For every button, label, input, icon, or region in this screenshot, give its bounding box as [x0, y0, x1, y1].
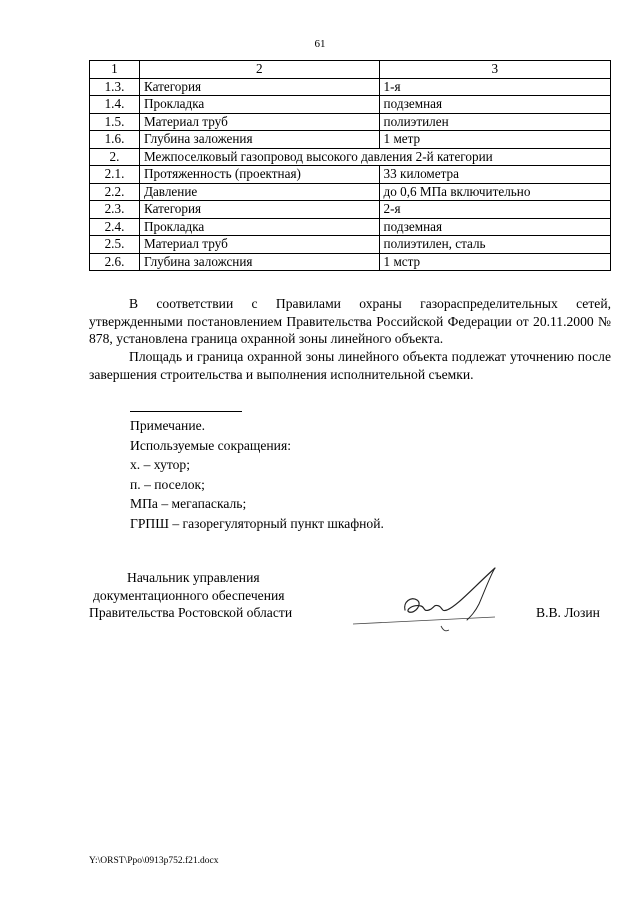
abbreviation-item: х. – хутор; [130, 457, 190, 472]
notes-title: Примечание. [130, 418, 206, 433]
parameter-value-cell: до 0,6 МПа включительно [379, 183, 610, 201]
table-header-cell: 2 [139, 61, 379, 79]
table-row [90, 253, 611, 271]
row-number-cell: 2.4. [90, 218, 140, 236]
table-row [90, 183, 611, 201]
row-number-cell: 1.4. [90, 96, 140, 114]
parameter-name-cell: Материал труб [139, 113, 379, 131]
footnote-divider [130, 411, 242, 412]
parameter-value-cell: 1 мстр [379, 253, 610, 271]
row-number-cell: 2.6. [90, 253, 140, 271]
parameter-name-cell: Прокладка [139, 96, 379, 114]
paragraph-zone-clarification: Площадь и граница охранной зоны линейного объекта подлежат уточнению после завершения строительства и выполнения исполнительной съемки. [89, 349, 611, 382]
signer-position-line: документационного обеспечения [93, 587, 285, 603]
signer-position-line: Правительства Ростовской области [89, 605, 293, 620]
table-header-cell: 3 [379, 61, 610, 79]
parameter-value-cell: подземная [379, 96, 610, 114]
section-title-cell: Межпоселковый газопровод высокого давления 2-й категории [139, 148, 610, 166]
notes-subtitle: Используемые сокращения: [130, 437, 291, 453]
table-row [90, 166, 611, 184]
parameter-name-cell: Глубина заложсния [139, 253, 379, 271]
row-number-cell: 2.5. [90, 236, 140, 254]
row-number-cell: 2. [90, 148, 140, 166]
parameter-value-cell: полиэтилен, сталь [379, 236, 610, 254]
parameter-name-cell: Протяженность (проектная) [139, 166, 379, 184]
parameter-name-cell: Глубина заложения [139, 131, 379, 149]
row-number-cell: 2.3. [90, 201, 140, 219]
table-row [90, 96, 611, 114]
row-number-cell: 2.1. [90, 166, 140, 184]
parameter-value-cell: 1-я [379, 78, 610, 96]
parameter-name-cell: Прокладка [139, 218, 379, 236]
abbreviation-item: ГРПШ – газорегуляторный пункт шкафной. [130, 515, 384, 531]
parameter-name-cell: Категория [139, 201, 379, 219]
table-row [90, 218, 611, 236]
page-number: 61 [314, 38, 326, 50]
parameter-value-cell: 2-я [379, 201, 610, 219]
table-row [90, 78, 611, 96]
row-number-cell: 1.3. [90, 78, 140, 96]
signer-position [89, 569, 319, 622]
table-row [90, 113, 611, 131]
specification-table [89, 60, 611, 271]
parameter-value-cell: подземная [379, 218, 610, 236]
table-row [90, 236, 611, 254]
parameter-value-cell: 33 километра [379, 166, 610, 184]
abbreviation-item: МПа – мегапаскаль; [130, 496, 247, 511]
row-number-cell: 2.2. [90, 183, 140, 201]
table-row [90, 148, 611, 166]
signer-name: В.В. Лозин [536, 605, 600, 620]
abbreviation-item: п. – поселок; [130, 476, 205, 492]
signer-position-line: Начальник управления [127, 570, 260, 585]
parameter-name-cell: Материал труб [139, 236, 379, 254]
parameter-value-cell: полиэтилен [379, 113, 610, 131]
handwritten-signature [345, 560, 510, 640]
table-header-cell: 1 [90, 61, 140, 79]
parameter-name-cell: Давление [139, 183, 379, 201]
parameter-name-cell: Категория [139, 78, 379, 96]
table-row [90, 201, 611, 219]
table-header-row [90, 61, 611, 79]
paragraph-protection-rules: В соответствии с Правилами охраны газораспределительных сетей, утвержденными постановлением Правительства Российской Федерации от 20.11.2000 № 878, установлена граница охранной зоны линейного объекта. [89, 296, 611, 346]
table-row [90, 131, 611, 149]
file-path: Y:\ORST\Ppo\0913p752.f21.docx [89, 856, 219, 866]
notes-block [130, 416, 384, 533]
parameter-value-cell: 1 метр [379, 131, 610, 149]
row-number-cell: 1.6. [90, 131, 140, 149]
row-number-cell: 1.5. [90, 113, 140, 131]
